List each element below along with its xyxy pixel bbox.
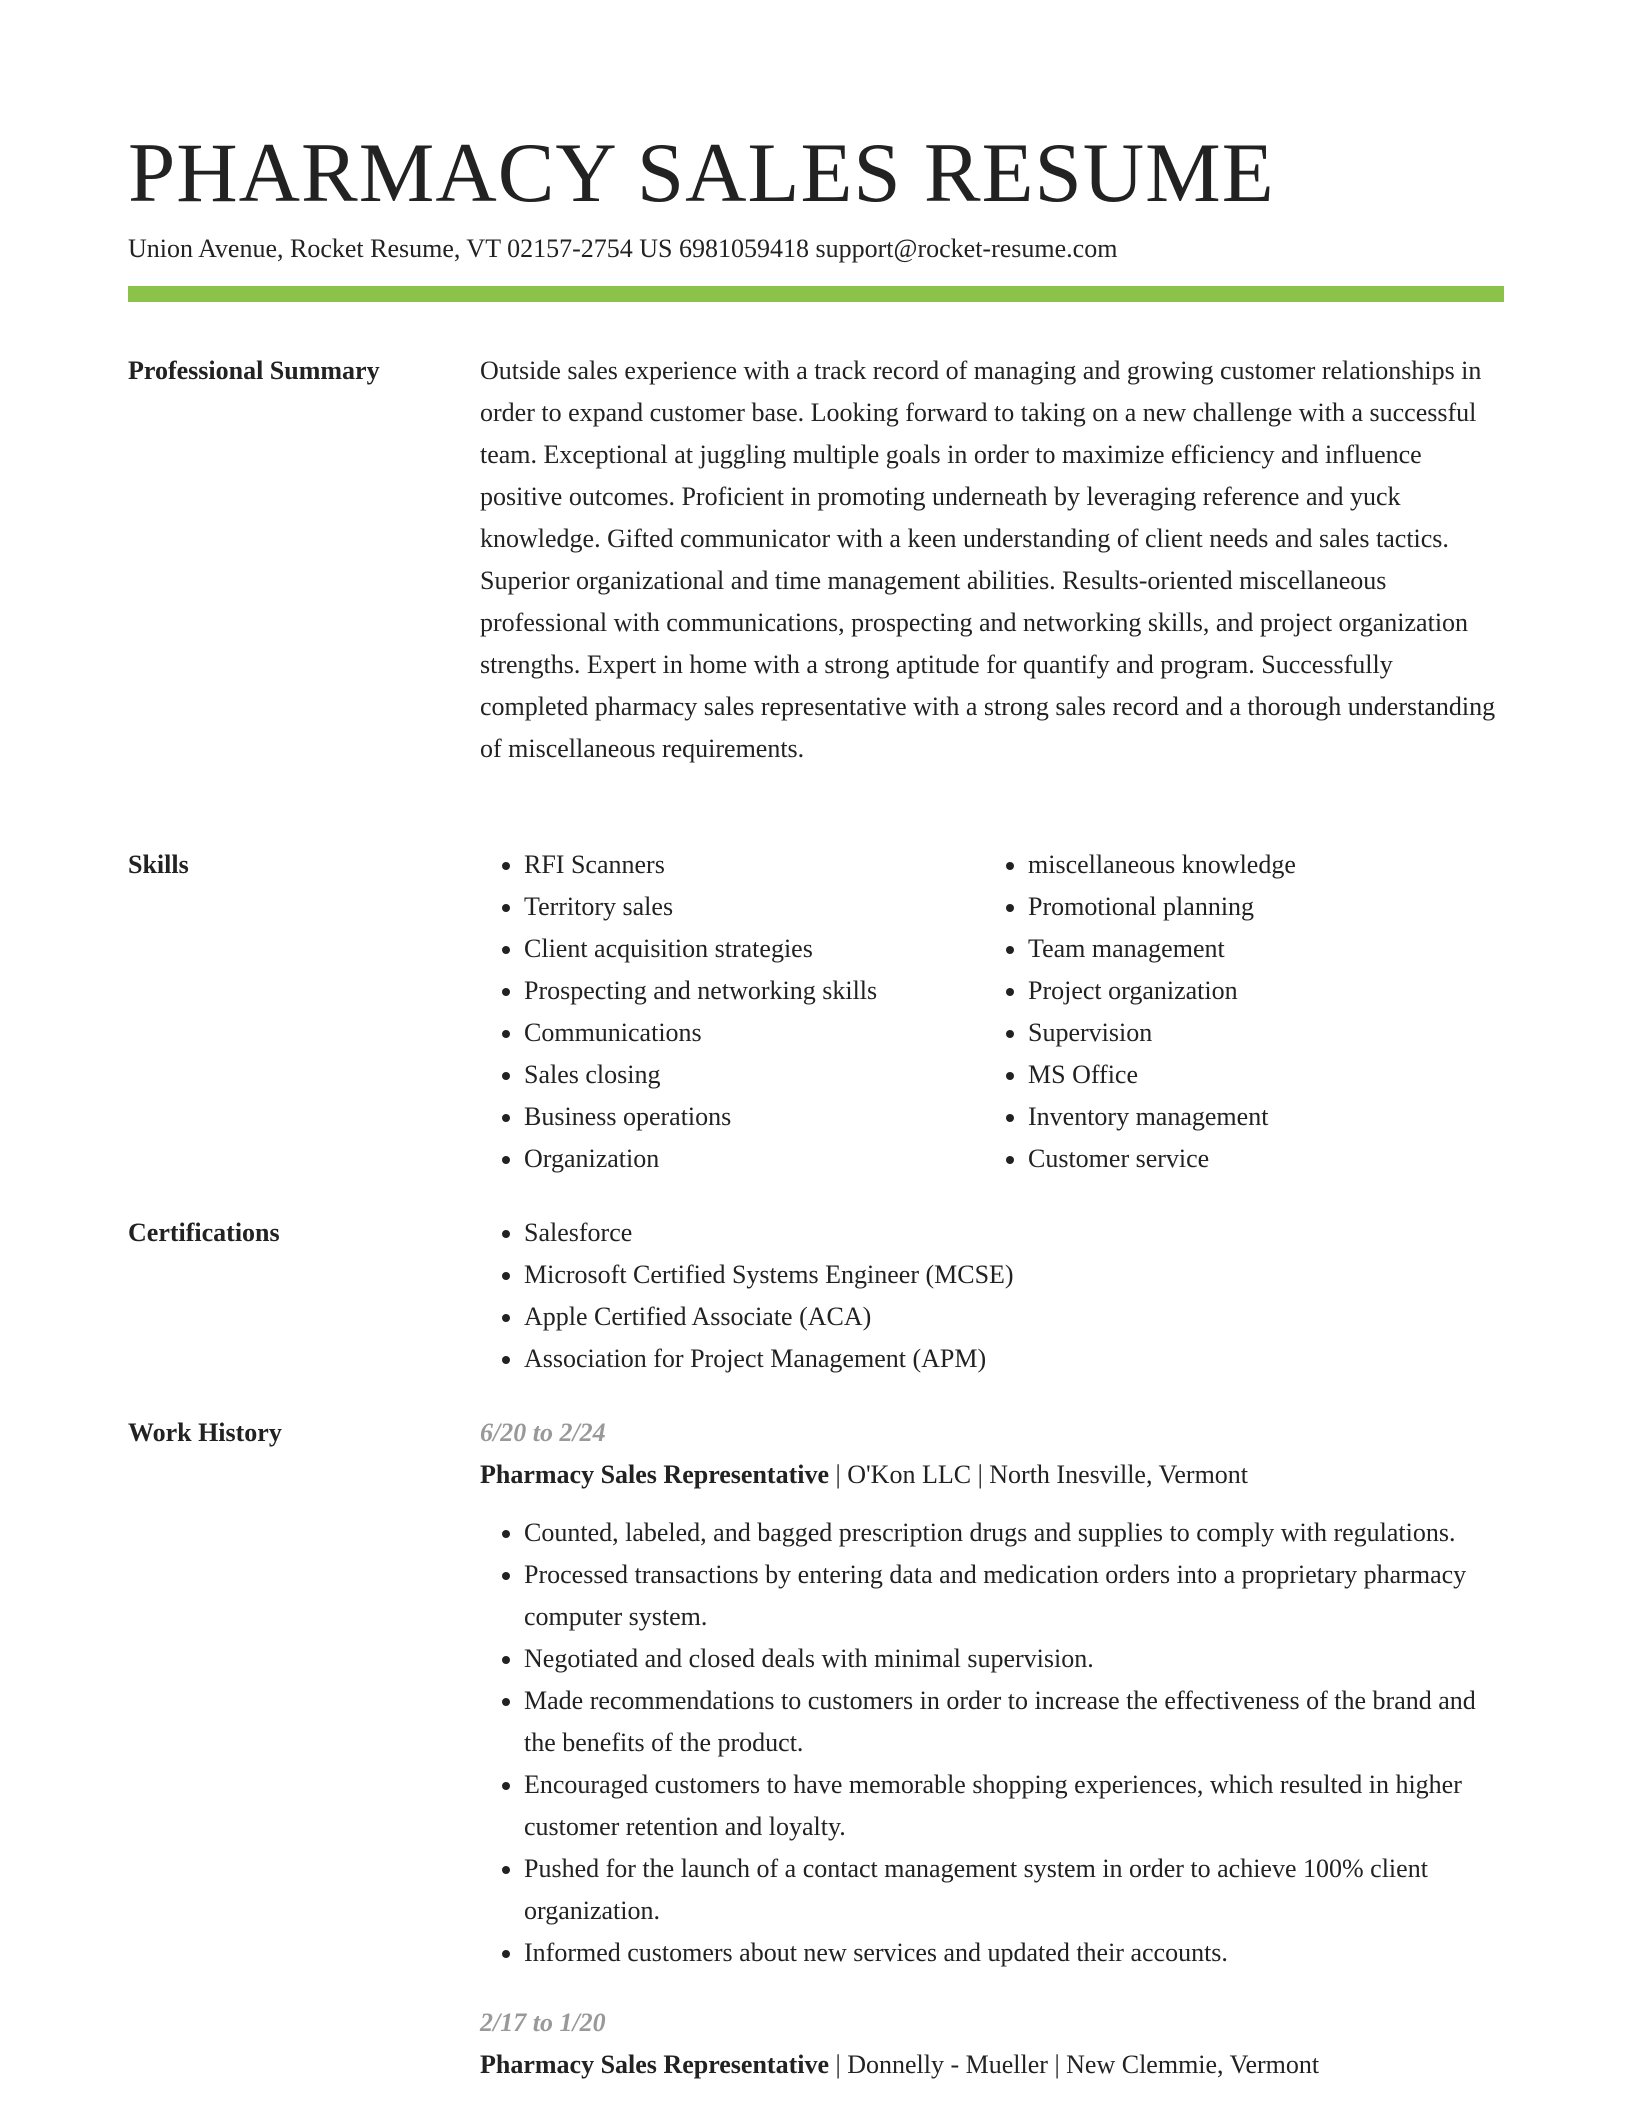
skill-item: • RFI Scanners — [524, 844, 984, 886]
job-entry — [480, 1412, 1504, 1974]
skill-item: • Customer service — [1028, 1138, 1488, 1180]
skill-item: • Communications — [524, 1012, 984, 1054]
skill-item: • Promotional planning — [1028, 886, 1488, 928]
skill-item: • Territory sales — [524, 886, 984, 928]
skills-column-left — [480, 844, 984, 1180]
job-bullet: • Made recommendations to customers in order to increase the effectiveness of the brand and the benefits of the product. — [524, 1680, 1504, 1764]
skill-item: • miscellaneous knowledge — [1028, 844, 1488, 886]
job-bullet: • Pushed for the launch of a contact management system in order to achieve 100% client organization. — [524, 1848, 1504, 1932]
skill-item: • Sales closing — [524, 1054, 984, 1096]
job-employer-location: | O'Kon LLC | North Inesville, Vermont — [829, 1460, 1249, 1489]
job-bullet: • Informed customers about new services and updated their accounts. — [524, 1932, 1504, 1974]
summary-text: Outside sales experience with a track record of managing and growing customer relationships in order to expand customer base. Looking forward to taking on a new challenge with a successful team. Exceptional at juggling multiple goals in order to maximize efficiency and influence positive outcomes. Proficient in promoting underneath by leveraging reference and yuck knowledge. Gifted communicator with a keen understanding of client needs and sales tactics. Superior organizational and time management abilities. Results-oriented miscellaneous professional with communications, prospecting and networking skills, and project organization strengths. Expert in home with a strong aptitude for quantify and program. Successfully completed pharmacy sales representative with a strong sales record and a thorough understanding of miscellaneous requirements. — [480, 356, 1496, 763]
job-bullet: • Encouraged customers to have memorable shopping experiences, which resulted in higher customer retention and loyalty. — [524, 1764, 1504, 1848]
skill-item: • MS Office — [1028, 1054, 1488, 1096]
skills-column-right — [984, 844, 1488, 1180]
certification-item: • Apple Certified Associate (ACA) — [524, 1296, 1504, 1338]
accent-divider — [128, 286, 1504, 302]
summary-heading: Professional Summary — [128, 356, 380, 385]
job-role-line — [480, 2044, 1504, 2086]
job-entry — [480, 2002, 1504, 2086]
skill-item: • Team management — [1028, 928, 1488, 970]
skill-item: • Supervision — [1028, 1012, 1488, 1054]
skill-item: • Client acquisition strategies — [524, 928, 984, 970]
job-role-line — [480, 1454, 1504, 1496]
skills-heading: Skills — [128, 850, 189, 879]
skill-item: • Business operations — [524, 1096, 984, 1138]
job-employer-location: | Donnelly - Mueller | New Clemmie, Vermont — [829, 2050, 1320, 2079]
job-bullet: • Processed transactions by entering data and medication orders into a proprietary pharmacy computer system. — [524, 1554, 1504, 1638]
skill-item: • Project organization — [1028, 970, 1488, 1012]
skill-item: • Prospecting and networking skills — [524, 970, 984, 1012]
certification-item: • Salesforce — [524, 1212, 1504, 1254]
job-title: Pharmacy Sales Representative — [480, 2050, 830, 2079]
resume-name: PHARMACY SALES RESUME — [128, 126, 1275, 220]
contact-line: Union Avenue, Rocket Resume, VT 02157-2754 US 6981059418 support@rocket-resume.com — [128, 234, 1118, 263]
work-history-heading: Work History — [128, 1418, 282, 1447]
skill-item: • Organization — [524, 1138, 984, 1180]
job-dates: 6/20 to 2/24 — [480, 1418, 606, 1447]
certification-item: • Microsoft Certified Systems Engineer (MCSE) — [524, 1254, 1504, 1296]
certifications-heading: Certifications — [128, 1218, 280, 1247]
certification-item: • Association for Project Management (APM) — [524, 1338, 1504, 1380]
job-bullet: • Counted, labeled, and bagged prescription drugs and supplies to comply with regulations. — [524, 1512, 1504, 1554]
job-title: Pharmacy Sales Representative — [480, 1460, 830, 1489]
job-bullet: • Negotiated and closed deals with minimal supervision. — [524, 1638, 1504, 1680]
skill-item: • Inventory management — [1028, 1096, 1488, 1138]
job-dates: 2/17 to 1/20 — [480, 2008, 606, 2037]
